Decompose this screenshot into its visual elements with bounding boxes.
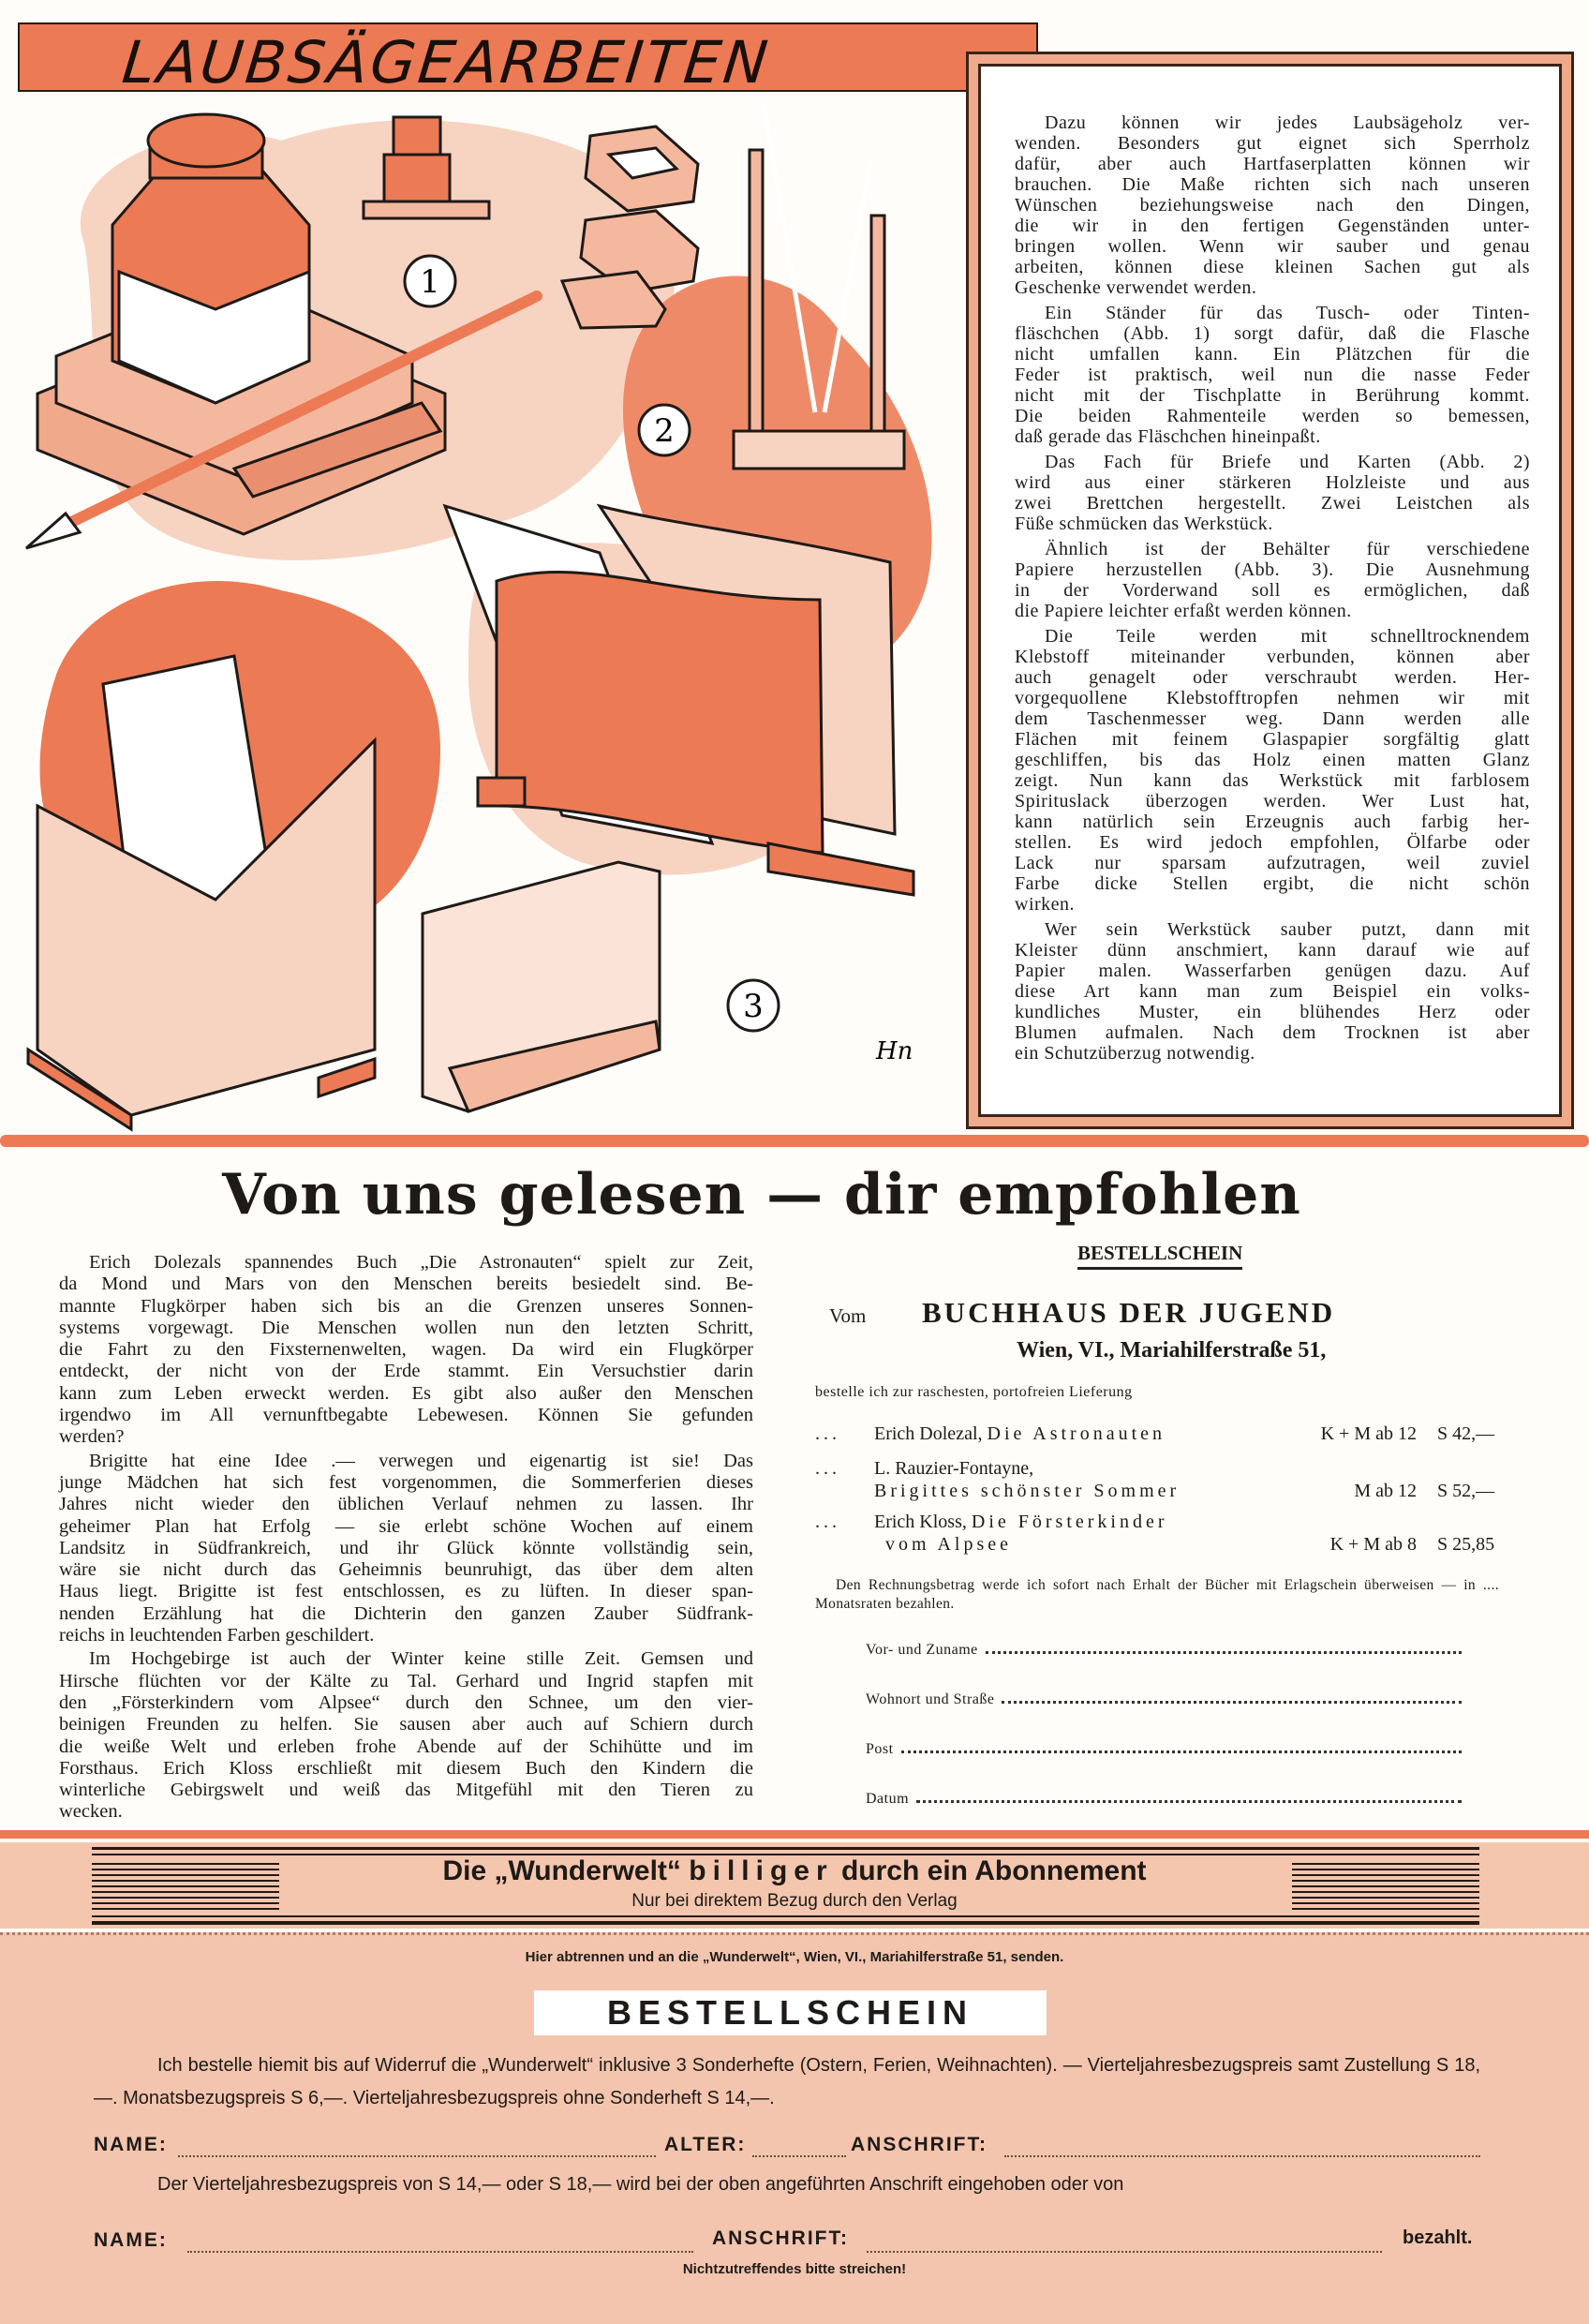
- subscription-banner: [0, 1842, 1589, 1929]
- text-line: Landsitz in Südfrankreich, und ihr Glück könnte vollständig sein,: [59, 1537, 753, 1558]
- paragraph: [59, 1648, 753, 1823]
- field-address[interactable]: [866, 1691, 1462, 1708]
- figure-number-3: [728, 980, 779, 1031]
- figure-number-2: [639, 405, 690, 455]
- field-label: Post: [866, 1741, 894, 1757]
- text-line: Flächen mit feinem Glaspapier sorgfältig glatt: [1015, 729, 1530, 750]
- text-line: winterliche Gebirgswelt und weiß das Mitgefühl mit den Tieren zu: [59, 1780, 753, 1801]
- text-line: Klebstoff miteinander verbunden, können aber: [1015, 647, 1530, 667]
- shop-address: Wien, VI., Mariahilferstraße 51,: [1017, 1338, 1327, 1363]
- item-age: K + M ab 8: [1329, 1534, 1417, 1555]
- divider: [0, 1135, 1589, 1147]
- name-input[interactable]: [986, 1650, 1462, 1654]
- text-line: Dazu können wir jedes Laubsägeholz ver-: [1045, 112, 1530, 133]
- text-line: ein Schutzüberzug notwendig.: [1015, 1043, 1255, 1064]
- text-line: Jahres nicht wieder den üblichen Verlauf nehmen zu lassen. Ihr: [59, 1494, 753, 1515]
- text-line: stellen. Es wird jedoch empfohlen, Ölfarbe oder: [1015, 832, 1530, 853]
- text-line: fläschchen (Abb. 1) sorgt dafür, daß die Flasche: [1015, 323, 1530, 344]
- item-age: M ab 12: [1354, 1481, 1417, 1501]
- field-label: Datum: [866, 1791, 910, 1807]
- text-line: reichs in leuchtenden Farben geschildert.: [59, 1625, 375, 1646]
- svg-text:1: 1: [420, 263, 440, 301]
- text-line: Ein Ständer für das Tusch- oder Tinten-: [1045, 303, 1530, 323]
- item-price: S 42,—: [1437, 1423, 1495, 1444]
- text-line: Farbe dicke Stellen ergibt, die nicht schön: [1015, 873, 1530, 894]
- text-line: in der Vorderwand soll es ermöglichen, daß: [1015, 580, 1530, 601]
- subscription-form-title: BESTELLSCHEIN: [534, 1990, 1047, 2035]
- item-title: Die Försterkinder: [971, 1512, 1168, 1532]
- payer-name-input[interactable]: [187, 2250, 693, 2253]
- payer-text: Der Vierteljahresbezugspreis von S 14,— oder S 18,— wird bei der oben angeführten Anschrift eingehoben oder von: [157, 2174, 1124, 2195]
- text-line: Papiere herzustellen (Abb. 3). Die Ausnehmung: [1015, 559, 1530, 580]
- item-author: L. Rauzier-Fontayne,: [874, 1458, 1034, 1479]
- footnote: Nichtzutreffendes bitte streichen!: [682, 2261, 907, 2277]
- text-line: Spirituslack überzogen werden. Wer Lust hat,: [1015, 791, 1530, 812]
- text-line: nicht mit der Tischplatte in Berührung kommt.: [1015, 385, 1530, 406]
- text-line: die weiße Welt und erleben frohe Abende auf der Schihütte und im: [59, 1736, 753, 1757]
- book-reviews: [59, 1252, 753, 1825]
- text-line: den „Försterkindern vom Alpsee“ durch den Schnee, um den vier-: [59, 1691, 753, 1713]
- svg-text:3: 3: [743, 988, 764, 1025]
- letter-holder: [445, 506, 913, 895]
- item-author: Erich Dolezal,: [874, 1423, 983, 1444]
- age-input[interactable]: [752, 2154, 846, 2157]
- title-banner: [18, 22, 1038, 97]
- banner-title-start: Die „Wunderwelt“: [442, 1855, 681, 1886]
- banner-subtitle: Nur bei direktem Bezug durch den Verlag: [631, 1891, 958, 1911]
- age-label: ALTER:: [664, 2134, 747, 2155]
- item-price: S 52,—: [1437, 1481, 1495, 1501]
- payer-address-input[interactable]: [867, 2250, 1382, 2253]
- name-label: NAME:: [94, 2134, 168, 2155]
- item-title-continued: vom Alpsee: [885, 1534, 1012, 1555]
- field-date[interactable]: [866, 1791, 1462, 1808]
- text-line: daß gerade das Fläschchen hineinpaßt.: [1015, 426, 1321, 447]
- paragraph: [1015, 626, 1530, 915]
- text-line: Haus liegt. Brigitte ist fest entschlossen, es zu lüften. In dieser span-: [59, 1581, 753, 1602]
- quantity-dots[interactable]: ...: [815, 1458, 840, 1479]
- item-title: Brigittes schönster Sommer: [874, 1481, 1181, 1501]
- post-input[interactable]: [901, 1750, 1462, 1753]
- text-line: nenden Erzählung hat die Dichterin den ganzen Zauber Südfrank-: [59, 1602, 753, 1624]
- paragraph: [59, 1451, 753, 1647]
- item-price: S 25,85: [1437, 1534, 1495, 1555]
- text-line: mannte Flugkörper haben sich bis an die Grenzen unseres Sonnen-: [59, 1295, 753, 1317]
- text-line: wäre sie nicht durch das Geheimnis beunruhigt, das über dem alten: [59, 1559, 753, 1581]
- text-line: arbeiten, können diese kleinen Sachen gut als: [1015, 257, 1530, 277]
- paragraph: [1015, 539, 1530, 621]
- text-line: beinigen Freunden zu helfen. Sie sausen aber auch auf Schiern durch: [59, 1714, 753, 1736]
- text-line: Erich Dolezals spannendes Buch „Die Astronauten“ spielt zur Zeit,: [89, 1252, 753, 1273]
- figure-number-1: [405, 256, 455, 306]
- instructions-text: [1015, 112, 1530, 1068]
- name-label: NAME:: [94, 2229, 168, 2251]
- text-line: die wir in den fertigen Gegenständen unter-: [1015, 216, 1530, 236]
- text-line: wirken.: [1015, 894, 1076, 915]
- text-line: Papier malen. Wasserfarben genügen dazu. Auf: [1015, 961, 1530, 981]
- text-line: brauchen. Die Maße richten sich nach unseren: [1015, 174, 1530, 195]
- quantity-dots[interactable]: ...: [815, 1512, 840, 1532]
- text-line: Füße schmücken das Werkstück.: [1015, 514, 1273, 534]
- text-line: irgendwo im All vernunftbegabte Lebewesen. Können Sie gefunden: [59, 1405, 753, 1426]
- text-line: entdeckt, der nicht von der Erde stammt. Ein Versuchstier darin: [59, 1361, 753, 1382]
- text-line: Die Teile werden mit schnelltrocknendem: [1045, 626, 1530, 647]
- item-title: Die Astronauten: [987, 1423, 1166, 1444]
- field-label: Wohnort und Straße: [866, 1691, 995, 1707]
- text-line: Lack nur sparsam aufzutragen, weil zuviel: [1015, 853, 1530, 873]
- paid-label: bezahlt.: [1403, 2227, 1473, 2248]
- text-line: dafür, aber auch Hartfaserplatten können wir: [1015, 154, 1530, 174]
- address-label: ANSCHRIFT:: [851, 2134, 988, 2155]
- text-line: Brigitte hat eine Idee .— verwegen und eigenartig ist sie! Das: [89, 1450, 753, 1471]
- paragraph: [1015, 112, 1530, 298]
- text-line: da Mond und Mars von den Menschen bereits besiedelt sind. Be-: [59, 1274, 753, 1295]
- text-line: Ähnlich ist der Behälter für verschiedene: [1045, 539, 1530, 559]
- divider: [0, 1830, 1589, 1839]
- text-line: dem Taschenmesser weg. Dann werden alle: [1015, 708, 1530, 729]
- address-label: ANSCHRIFT:: [712, 2227, 849, 2249]
- address-input[interactable]: [1002, 1700, 1462, 1704]
- text-line: wenden. Besonders gut eignet sich Sperrholz: [1015, 133, 1530, 154]
- name-input[interactable]: [178, 2154, 656, 2157]
- text-line: geheimer Plan hat Erfolg — sie erlebt schöne Wochen auf einem: [59, 1515, 753, 1537]
- figure-3-clear-box: [423, 862, 660, 1111]
- from-label: Vom: [829, 1304, 867, 1327]
- text-line: Im Hochgebirge ist auch der Winter keine stille Zeit. Gemsen und: [89, 1648, 753, 1670]
- banner-title-emphasis: billiger: [689, 1855, 834, 1886]
- text-line: die Fahrt zu den Fixsternenwelten, wagen. Da wird ein Flugkörper: [59, 1339, 753, 1361]
- text-line: junge Mädchen hat sich fest vorgenommen, die Sommerferien dieses: [59, 1471, 753, 1493]
- text-line: diese Art kann man zum Beispiel ein volks-: [1015, 981, 1530, 1002]
- text-line: Die beiden Rahmenteile werden so bemessen,: [1015, 406, 1530, 426]
- text-line: bringen wollen. Wenn wir sauber und genau: [1015, 236, 1530, 257]
- page-title: LAUBSÄGEARBEITEN: [119, 28, 774, 97]
- paragraph: [1015, 919, 1530, 1064]
- text-line: die Papiere leichter erfaßt werden können.: [1015, 601, 1352, 621]
- banner-title-end: durch ein Abonnement: [840, 1855, 1147, 1886]
- text-line: kann zum Leben erweckt werden. Es gibt also außer den Menschen: [59, 1382, 753, 1404]
- paragraph: [1015, 452, 1530, 534]
- svg-text:2: 2: [654, 412, 675, 450]
- cut-instruction: Hier abtrennen und an die „Wunderwelt“, Wien, VI., Mariahilferstraße 51, senden.: [525, 1949, 1064, 1965]
- text-line: werden?: [59, 1426, 125, 1448]
- text-line: nicht umfallen kann. Ein Plätzchen für die: [1015, 344, 1530, 365]
- artist-signature: Hn: [876, 1037, 913, 1065]
- field-label: Vor- und Zuname: [866, 1642, 978, 1658]
- text-line: wird aus einer stärkeren Holzleiste und aus: [1015, 472, 1530, 493]
- field-full-name[interactable]: [866, 1642, 1462, 1659]
- text-line: auch genagelt oder verschraubt werden. Her-: [1015, 667, 1530, 688]
- section-headline: Von uns gelesen — dir empfohlen: [222, 1162, 1301, 1228]
- text-line: zwei Brettchen hergestellt. Zwei Leistchen als: [1015, 493, 1530, 514]
- text-line: Kleister dünn anschmiert, kann darauf wie auf: [1015, 940, 1530, 961]
- text-line: zeigt. Nun kann das Werkstück mit farblosem: [1015, 770, 1530, 791]
- order-intro: bestelle ich zur raschesten, portofreien Lieferung: [815, 1384, 1133, 1400]
- date-input[interactable]: [916, 1799, 1462, 1803]
- item-author: Erich Kloss,: [874, 1512, 967, 1532]
- text-line: systems vorgewagt. Die Menschen wollen nun den letzten Schritt,: [59, 1317, 753, 1338]
- text-line: Forsthaus. Erich Kloss erschließt mit diesem Buch den Kindern die: [59, 1757, 753, 1779]
- order-form-title: BESTELLSCHEIN: [1077, 1242, 1242, 1270]
- text-line: kann natürlich sein Erzeugnis auch farbig her-: [1015, 812, 1530, 832]
- field-post[interactable]: [866, 1741, 1462, 1758]
- text-line: Hirsche flüchten vor der Kälte zu Tal. Gerhard und Ingrid stapfen mit: [59, 1670, 753, 1691]
- text-line: Feder ist praktisch, weil nun die nasse Feder: [1015, 365, 1530, 385]
- text-line: kundliches Muster, ein blühendes Herz oder: [1015, 1002, 1530, 1022]
- woodwork-illustration: [0, 94, 965, 1134]
- text-line: Das Fach für Briefe und Karten (Abb. 2): [1045, 452, 1530, 472]
- text-line: Geschenke verwendet werden.: [1015, 277, 1257, 298]
- payment-note: Den Rechnungsbetrag werde ich sofort nach Erhalt der Bücher mit Erlagschein überweisen — in .... Monatsraten bezahlen.: [815, 1577, 1499, 1612]
- text-line: wecken.: [59, 1801, 123, 1823]
- text-line: Wer sein Werkstück sauber putzt, dann mit: [1045, 919, 1530, 940]
- banner-title: [0, 1855, 1589, 1887]
- shop-name: BUCHHAUS DER JUGEND: [922, 1296, 1336, 1329]
- text-line: vorgequollene Klebstofftropfen nehmen wir mit: [1015, 688, 1530, 708]
- quantity-dots[interactable]: ...: [815, 1423, 840, 1444]
- item-age: K + M ab 12: [1320, 1423, 1417, 1444]
- address-input[interactable]: [1004, 2154, 1480, 2157]
- text-line: Wünschen beziehungsweise nach den Dingen,: [1015, 195, 1530, 216]
- instructions-box: [966, 52, 1574, 1129]
- text-line: geschliffen, bis das Holz einen matten Glanz: [1015, 750, 1530, 770]
- subscription-form: [0, 1932, 1589, 2324]
- paragraph: [59, 1252, 753, 1449]
- paragraph: [1015, 303, 1530, 447]
- text-line: Blumen aufmalen. Nach dem Trocknen ist aber: [1015, 1022, 1530, 1043]
- subscription-terms: Ich bestelle hiemit bis auf Widerruf die „Wunderwelt“ inklusive 3 Sonderhefte (Ostern, Ferien, Weihnachten). — Vierteljahresbezugspreis samt Zustellung S 18,—. Monatsbezugspreis S 6,—. Vierteljahresbezugspreis ohne Sonderheft S 14,—.: [94, 2055, 1480, 2108]
